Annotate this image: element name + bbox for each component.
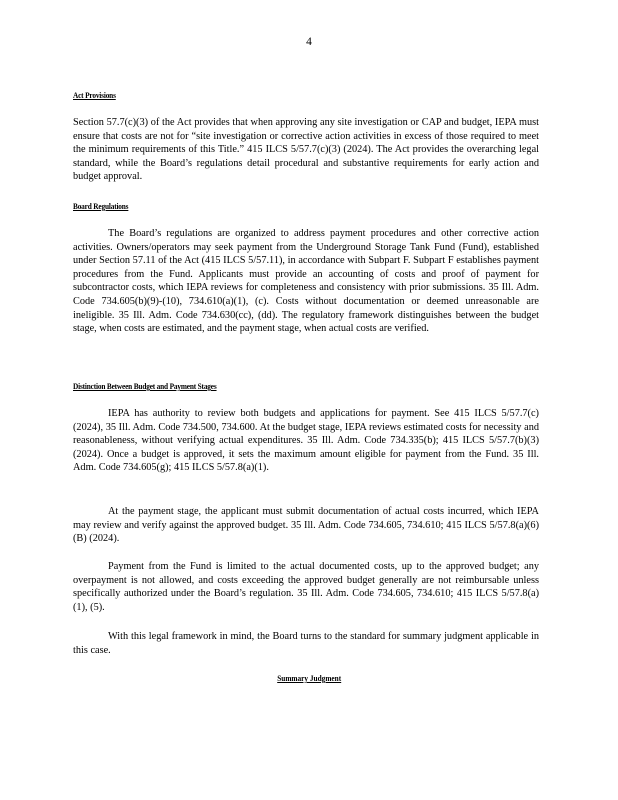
section-heading-act-provisions <box>73 90 116 100</box>
distinction-paragraph-3 <box>73 560 539 614</box>
paragraph-text: At the payment stage, the applicant must submit documentation of actual costs incurred, which IEPA may review and verify against the approved budget. 35 Ill. Adm. Code 734.605, 734.610; 415 ILCS 5/57.8(a)(6)(B) (2024). <box>73 506 539 545</box>
paragraph-text: The Board’s regulations are organized to address payment procedures and other corrective action activities. Owners/operators may seek payment from the Underground Storage Tank Fund (Fund), established under Section 57.11 of the Act (415 ILCS 5/57.11), in accordance with Subpart F. Subpart F establishes payment procedures from the Fund. Applicants must provide an accounting of costs and proof of payment for subcontractor costs, which IEPA reviews for completeness and consistency with prior submissions. 35 Ill. Adm. Code 734.605(b)(9)-(10), 734.610(a)(1), (c). Costs without documentation or deemed unreasonable are ineligible. 35 Ill. Adm. Code 734.630(cc), (dd). The regulatory framework distinguishes between the budget stage, when costs are estimated, and the payment stage, when actual costs are verified. <box>73 228 539 335</box>
act-provisions-paragraph-1 <box>73 116 539 184</box>
board-regulations-paragraph-1 <box>73 227 539 336</box>
page-number: 4 <box>306 36 312 48</box>
paragraph-text: Payment from the Fund is limited to the actual documented costs, up to the approved budget; any overpayment is not allowed, and costs exceeding the approved budget generally are not reimbursable unless specifically authorized under the Board’s regulation. 35 Ill. Adm. Code 734.605, 734.610; 415 ILCS 5/57.8(a)(1), (5). <box>73 561 539 613</box>
heading-text: Board Regulations <box>73 201 129 211</box>
paragraph-text: With this legal framework in mind, the Board turns to the standard for summary judgment applicable in this case. <box>73 631 539 656</box>
section-heading-board-regulations <box>73 201 128 211</box>
distinction-paragraph-4 <box>73 630 539 657</box>
distinction-paragraph-1 <box>73 407 539 475</box>
heading-text: Summary Judgment <box>277 673 341 683</box>
paragraph-text: IEPA has authority to review both budgets and applications for payment. See 415 ILCS 5/57.7(c) (2024), 35 Ill. Adm. Code 734.500, 734.600. At the budget stage, IEPA reviews estimated costs for necessity and reasonableness, without verifying actual expenditures. 35 Ill. Adm. Code 734.335(b); 415 ILCS 5/57.7(b)(3) (2024). Once a budget is approved, it sets the maximum amount eligible for payment from the Fund. 35 Ill. Adm. Code 734.605(g); 415 ILCS 5/57.8(a)(1). <box>73 408 539 474</box>
paragraph-text: Section 57.7(c)(3) of the Act provides that when approving any site investigation or CAP and budget, IEPA must ensure that costs are not for “site investigation or corrective action activities in excess of those required to meet the minimum requirements of this Title.” 415 ILCS 5/57.7(c)(3) (2024). The Act provides the overarching legal standard, while the Board’s regulations detail procedural and substantive requirements for early action and budget approval. <box>73 117 539 183</box>
section-heading-distinction <box>73 381 217 391</box>
heading-text: Act Provisions <box>73 90 116 100</box>
section-heading-summary-judgment <box>0 673 618 683</box>
heading-text: Distinction Between Budget and Payment Stages <box>73 381 217 391</box>
distinction-paragraph-2 <box>73 505 539 546</box>
